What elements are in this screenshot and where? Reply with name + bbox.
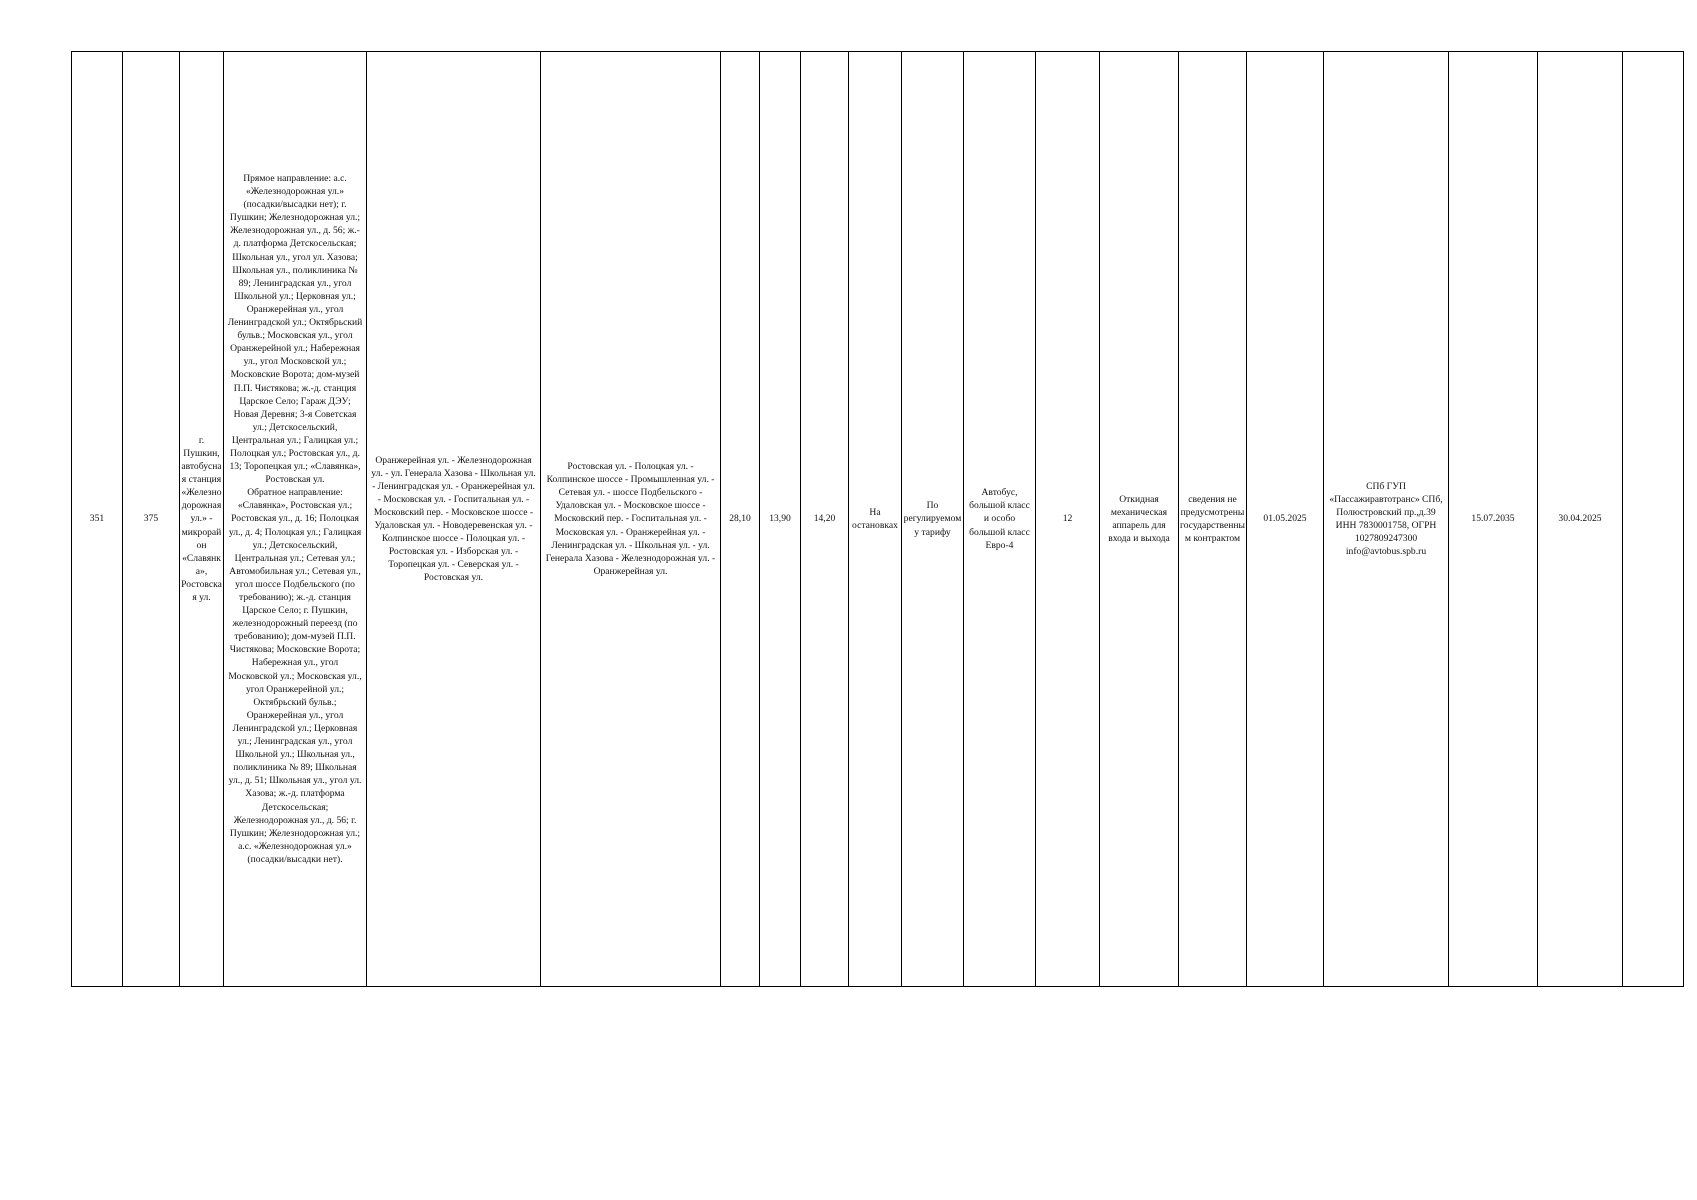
date-last: 30.04.2025	[1558, 513, 1602, 525]
stop-order-cell	[849, 52, 902, 987]
length-forward-cell	[721, 52, 760, 987]
reg-number-cell	[72, 52, 123, 987]
vehicle-count: 12	[1062, 513, 1073, 525]
reg-number: 351	[89, 513, 105, 525]
streets-reverse: Ростовская ул. - Полоцкая ул. - Колпинское шоссе - Промышленная ул. - Сетевая ул. - шоссе Подбельского - Удаловская ул. - Московское шоссе - Московский пер. - Госпитальная ул. - Московская ул. - Оранжерейная ул. - Ленинградская ул. - Школьная ул. - ул. Генерала Хазова - Железнодорожная ул. - Оранжерейная ул.	[545, 461, 716, 577]
tariff-cell	[902, 52, 964, 987]
equipment: Откидная механическая аппарель для входа и выхода	[1108, 493, 1170, 545]
start-date-cell	[1247, 52, 1324, 987]
tariff: По регулируемому тарифу	[903, 500, 962, 538]
equipment-cell	[1100, 52, 1179, 987]
route-number: 375	[143, 513, 159, 525]
route-registry-table	[71, 51, 1684, 987]
length-reverse: 13,90	[769, 513, 791, 525]
extra-cell	[1623, 52, 1684, 987]
stops-forward: Прямое направление: а.с. «Железнодорожная ул.» (посадки/высадки нет); г. Пушкин; Железнодорожная ул.; Железнодорожная ул., д. 56; ж.-д. платформа Детскосельская; Школьная ул., угол ул. Хазова; Школьная ул., поликлиника № 89; Ленинградская ул., угол Школьной ул.; Церковная ул.; Оранжерейная ул., угол Ленинградской ул.; Октябрьский бульв.; Московская ул., угол Оранжерейной ул.; Набережная ул., угол Московской ул.; Московские Ворота; дом-музей П.П. Чистякова; ж.-д. станция Царское Село; Гараж ДЭУ; Новая Деревня; 3-я Советская ул.; Детскосельский, Центральная ул.; Галицкая ул.; Полоцкая ул.; Ростовская ул., д. 13; Торопецкая ул.; «Славянка», Ростовская ул.	[227, 173, 363, 486]
length-forward: 28,10	[729, 513, 751, 525]
route-name: г. Пушкин, автобусная станция «Железнодорожная ул.» - микрорайон «Славянка», Ростовская ул.	[181, 434, 222, 604]
date-last-cell	[1538, 52, 1623, 987]
stops-reverse: Обратное направление: «Славянка», Ростовская ул.; Ростовская ул., д. 16; Полоцкая ул., д. 4; Полоцкая ул.; Галицкая ул.; Детскосельский, Центральная ул.; Сетевая ул.; Автомобильная ул.; Сетевая ул., угол шоссе Подбельского (по требованию); ж.-д. станция Царское Село; г. Пушкин, железнодорожный переезд (по требованию); дом-музей П.П. Чистякова; Московские Ворота; Набережная ул., угол Московской ул.; Московская ул., угол Оранжерейной ул.; Октябрьский бульв.; Оранжерейная ул., угол Ленинградской ул.; Церковная ул.; Ленинградская ул., угол Школьной ул.; Школьная ул., поликлиника № 89; Школьная ул., д. 51; Школьная ул., угол ул. Хазова; ж.-д. платформа Детскосельская; Железнодорожная ул., д. 56; г. Пушкин; Железнодорожная ул.; а.с. «Железнодорожная ул.» (посадки/высадки нет).	[228, 487, 362, 865]
carrier-cell	[1324, 52, 1449, 987]
contract-end-cell	[1449, 52, 1538, 987]
streets-forward-cell	[367, 52, 541, 987]
carrier: СПб ГУП «Пассажиравтотранс» СПб, Полюстровский пр.,д.39 ИНН 7830001758, ОГРН 1027809247300 info@avtobus.spb.ru	[1329, 480, 1443, 558]
contract-end: 15.07.2035	[1471, 513, 1515, 525]
length-reverse-cell	[760, 52, 801, 987]
start-date: 01.05.2025	[1263, 513, 1307, 525]
length-total: 14,20	[813, 513, 836, 525]
route-number-cell	[123, 52, 180, 987]
streets-reverse-cell	[541, 52, 721, 987]
streets-forward: Оранжерейная ул. - Железнодорожная ул. - ул. Генерала Хазова - Школьная ул. - Ленинградская ул. - Оранжерейная ул. - Московская ул. - Госпитальная ул. - Московский пер. - Московское шоссе - Удаловская ул. - Новодеревенская ул. - Колпинское шоссе - Полоцкая ул. - Ростовская ул. - Изборская ул. - Торопецкая ул. - Северская ул. - Ростовская ул.	[371, 454, 536, 584]
vehicle-count-cell	[1036, 52, 1100, 987]
length-total-cell	[801, 52, 849, 987]
vehicle-cell	[964, 52, 1036, 987]
route-name-cell	[180, 52, 224, 987]
stop-order: На остановках	[852, 506, 898, 531]
contract-info: сведения не предусмотрены государственным контрактом	[1180, 493, 1245, 545]
vehicle: Автобус, большой класс и особо большой класс Евро-4	[969, 487, 1030, 551]
table-row	[72, 52, 1684, 987]
stops-cell	[224, 52, 367, 987]
contract-info-cell	[1179, 52, 1247, 987]
